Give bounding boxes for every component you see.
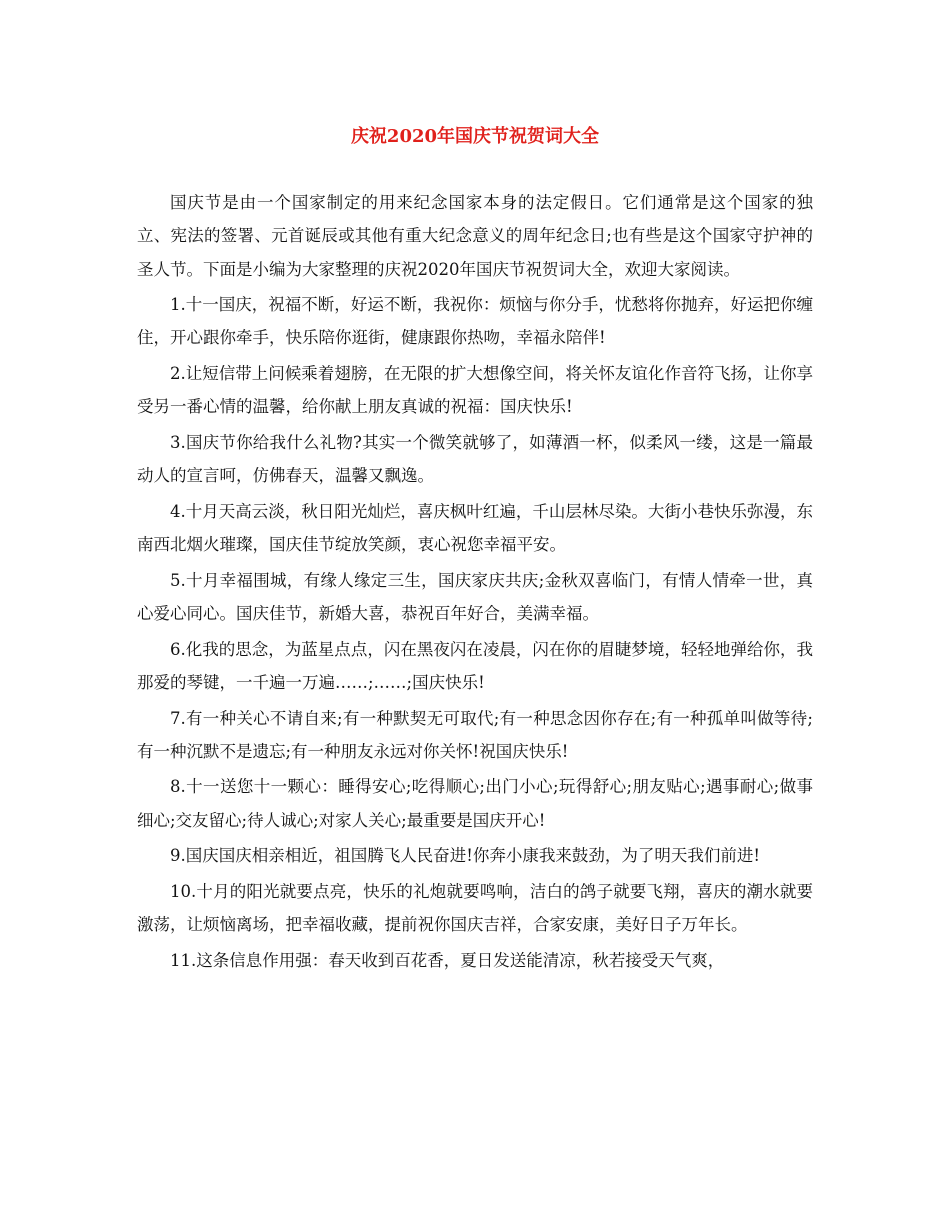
greeting-paragraph-7: 7.有一种关心不请自来;有一种默契无可取代;有一种思念因你存在;有一种孤单叫做等待;有一种沉默不是遗忘;有一种朋友永远对你关怀!祝国庆快乐! (137, 708, 813, 761)
greeting-paragraph-4: 4.十月天高云淡，秋日阳光灿烂，喜庆枫叶红遍，千山层林尽染。大街小巷快乐弥漫，东南西北烟火璀璨，国庆佳节绽放笑颜，衷心祝您幸福平安。 (137, 501, 813, 555)
greeting-paragraph-11: 11.这条信息作用强：春天收到百花香，夏日发送能清凉，秋若接受天气爽， (170, 950, 725, 970)
document-body (137, 186, 813, 979)
greeting-paragraph-8: 8.十一送您十一颗心：睡得安心;吃得顺心;出门小心;玩得舒心;朋友贴心;遇事耐心;做事细心;交友留心;待人诚心;对家人关心;最重要是国庆开心! (137, 777, 813, 830)
greeting-paragraph-6: 6.化我的思念，为蓝星点点，闪在黑夜闪在凌晨，闪在你的眉睫梦境，轻轻地弹给你，我那爱的琴键，一千遍一万遍……;……;国庆快乐! (137, 639, 813, 692)
document-title: 庆祝2020年国庆节祝贺词大全 (350, 126, 600, 147)
greeting-paragraph-5: 5.十月幸福围城，有缘人缘定三生，国庆家庆共庆;金秋双喜临门，有情人情牵一世，真心爱心同心。国庆佳节，新婚大喜，恭祝百年好合，美满幸福。 (137, 570, 813, 624)
intro-paragraph: 国庆节是由一个国家制定的用来纪念国家本身的法定假日。它们通常是这个国家的独立、宪法的签署、元首诞辰或其他有重大纪念意义的周年纪念日;也有些是这个国家守护神的圣人节。下面是小编为大家整理的庆祝2020年国庆节祝贺词大全，欢迎大家阅读。 (137, 193, 813, 279)
greeting-paragraph-3: 3.国庆节你给我什么礼物?其实一个微笑就够了，如薄酒一杯，似柔风一缕，这是一篇最动人的宣言呵，仿佛春天，温馨又飘逸。 (137, 432, 813, 486)
greeting-paragraph-2: 2.让短信带上问候乘着翅膀，在无限的扩大想像空间，将关怀友谊化作音符飞扬，让你享受另一番心情的温馨，给你献上朋友真诚的祝福：国庆快乐! (137, 364, 813, 417)
greeting-paragraph-10: 10.十月的阳光就要点亮，快乐的礼炮就要鸣响，洁白的鸽子就要飞翔，喜庆的潮水就要激荡，让烦恼离场，把幸福收藏，提前祝你国庆吉祥，合家安康，美好日子万年长。 (137, 881, 813, 935)
greeting-paragraph-9: 9.国庆国庆相亲相近，祖国腾飞人民奋进!你奔小康我来鼓劲，为了明天我们前进! (170, 846, 761, 866)
greeting-paragraph-1: 1.十一国庆，祝福不断，好运不断，我祝你：烦恼与你分手，忧愁将你抛弃，好运把你缠住，开心跟你牵手，快乐陪你逛街，健康跟你热吻，幸福永陪伴! (137, 295, 813, 348)
